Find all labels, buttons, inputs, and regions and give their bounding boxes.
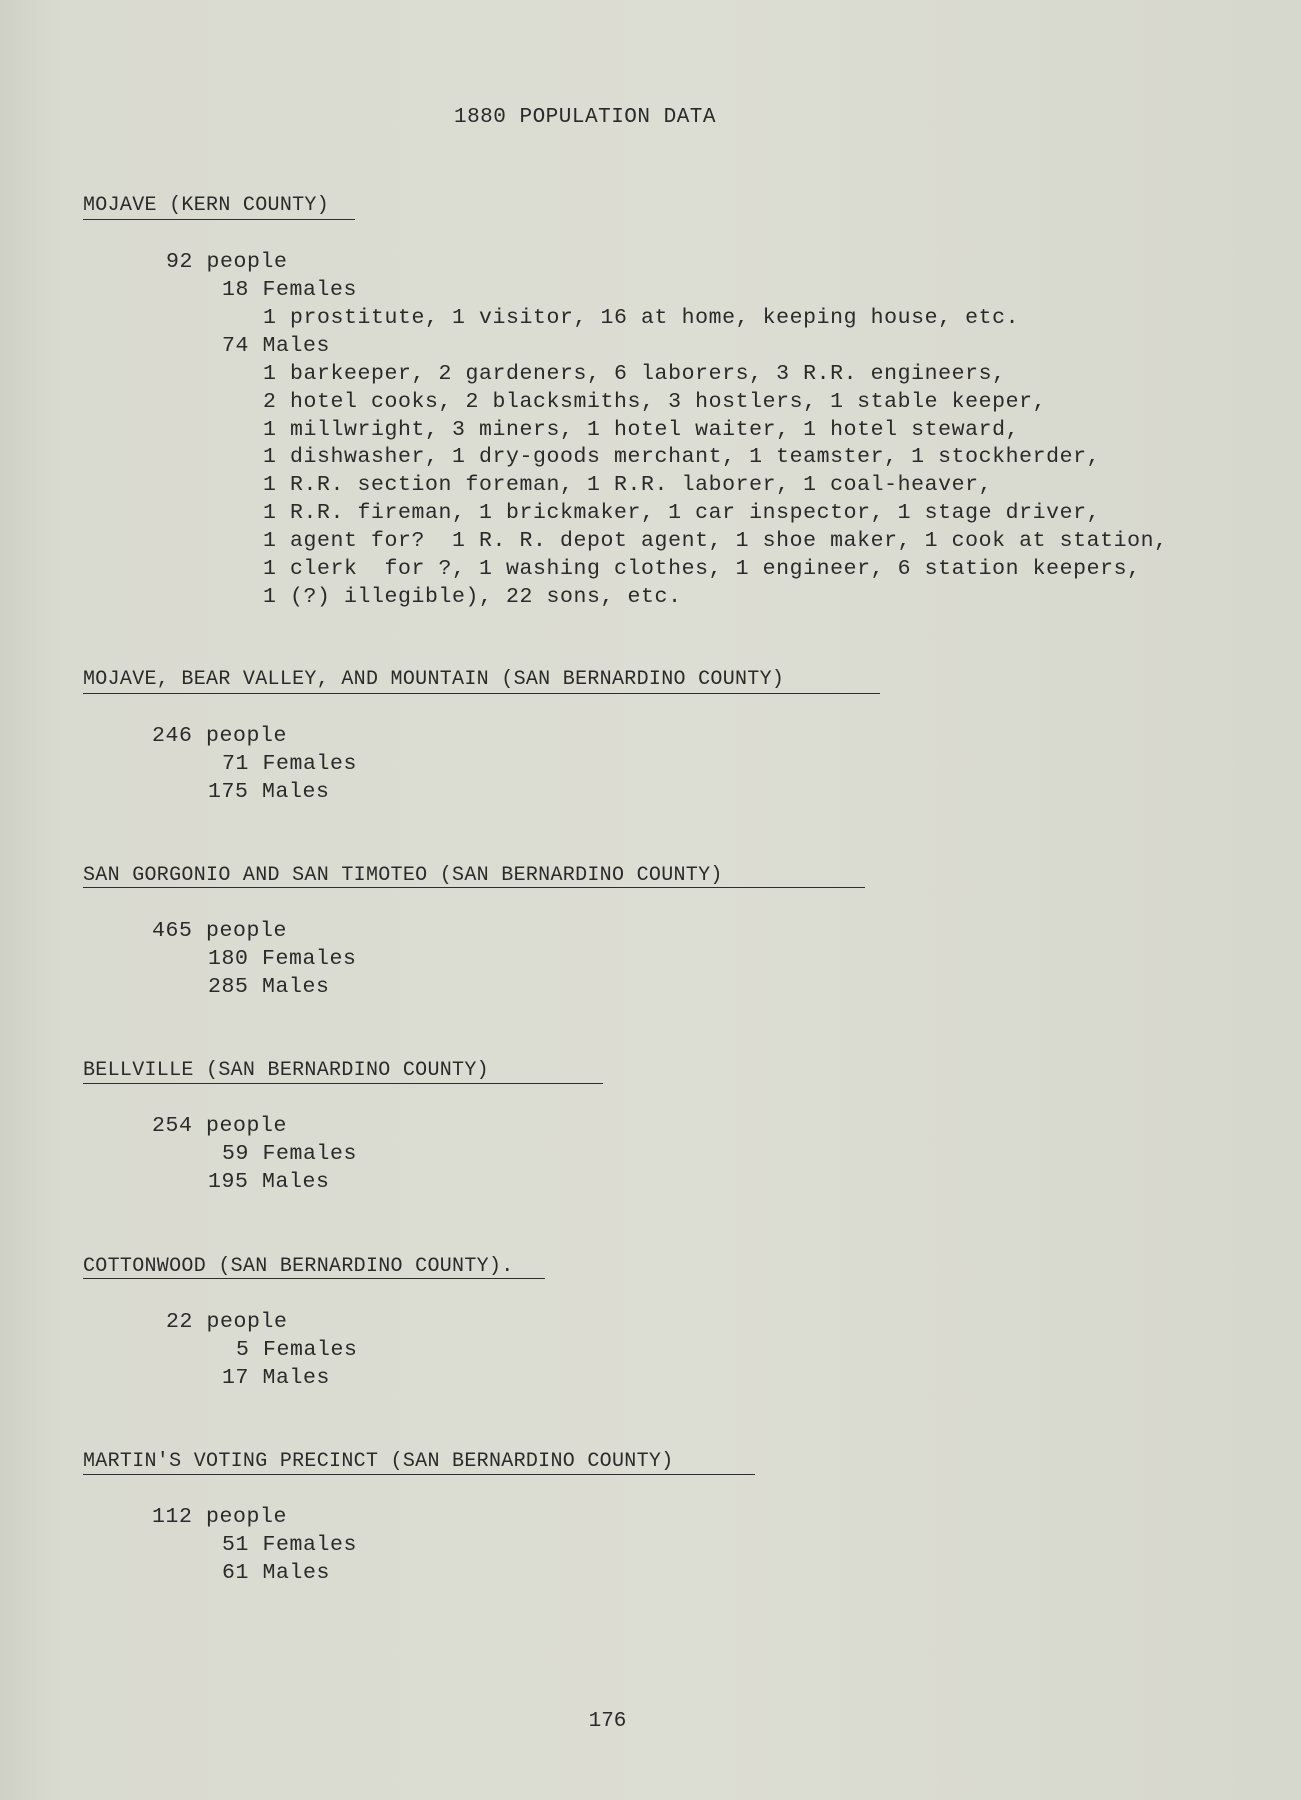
total-people: 254 people <box>152 1114 288 1138</box>
heading-underline <box>83 693 880 694</box>
female-count: 51 Females <box>222 1533 358 1557</box>
total-people: 22 people <box>166 1310 288 1334</box>
section-heading: MOJAVE, BEAR VALLEY, AND MOUNTAIN (SAN BERNARDINO COUNTY) <box>83 668 785 691</box>
female-detail-line: 1 prostitute, 1 visitor, 16 at home, keeping house, etc. <box>263 306 1020 330</box>
section-heading: BELLVILLE (SAN BERNARDINO COUNTY) <box>83 1059 489 1082</box>
total-people: 112 people <box>152 1505 288 1529</box>
heading-underline <box>83 1474 755 1475</box>
section-heading: SAN GORGONIO AND SAN TIMOTEO (SAN BERNARDINO COUNTY) <box>83 864 723 887</box>
section-heading: COTTONWOOD (SAN BERNARDINO COUNTY). <box>83 1255 514 1278</box>
male-count: 17 Males <box>222 1366 331 1390</box>
male-count: 74 Males <box>222 334 331 358</box>
male-detail-line: 1 agent for? 1 R. R. depot agent, 1 shoe maker, 1 cook at station, <box>263 529 1168 553</box>
male-count: 61 Males <box>222 1561 331 1585</box>
male-count: 195 Males <box>208 1170 330 1194</box>
section-heading: MARTIN'S VOTING PRECINCT (SAN BERNARDINO COUNTY) <box>83 1450 674 1473</box>
female-count: 18 Females <box>222 278 358 302</box>
male-detail-line: 1 R.R. section foreman, 1 R.R. laborer, 1 coal-heaver, <box>263 473 993 497</box>
page-number: 176 <box>588 1710 627 1733</box>
male-detail-line: 1 clerk for ?, 1 washing clothes, 1 engineer, 6 station keepers, <box>263 557 1141 581</box>
page-title: 1880 POPULATION DATA <box>453 106 717 129</box>
female-count: 180 Females <box>208 947 357 971</box>
male-count: 175 Males <box>208 780 330 804</box>
female-count: 59 Females <box>222 1142 358 1166</box>
male-detail-line: 1 barkeeper, 2 gardeners, 6 laborers, 3 R.R. engineers, <box>263 362 1006 386</box>
section-heading: MOJAVE (KERN COUNTY) <box>83 194 330 217</box>
heading-underline <box>83 887 865 888</box>
female-count: 5 Females <box>236 1338 358 1362</box>
heading-underline <box>83 1278 545 1279</box>
heading-underline <box>83 1083 603 1084</box>
male-detail-line: 1 R.R. fireman, 1 brickmaker, 1 car inspector, 1 stage driver, <box>263 501 1101 525</box>
total-people: 246 people <box>152 724 288 748</box>
male-detail-line: 1 dishwasher, 1 dry-goods merchant, 1 teamster, 1 stockherder, <box>263 445 1101 469</box>
male-count: 285 Males <box>208 975 330 999</box>
male-detail-line: 1 millwright, 3 miners, 1 hotel waiter, 1 hotel steward, <box>263 418 1020 442</box>
total-people: 465 people <box>152 919 288 943</box>
male-detail-line: 1 (?) illegible), 22 sons, etc. <box>263 585 682 609</box>
heading-underline <box>83 219 355 220</box>
total-people: 92 people <box>166 250 288 274</box>
male-detail-line: 2 hotel cooks, 2 blacksmiths, 3 hostlers, 1 stable keeper, <box>263 390 1047 414</box>
female-count: 71 Females <box>222 752 358 776</box>
